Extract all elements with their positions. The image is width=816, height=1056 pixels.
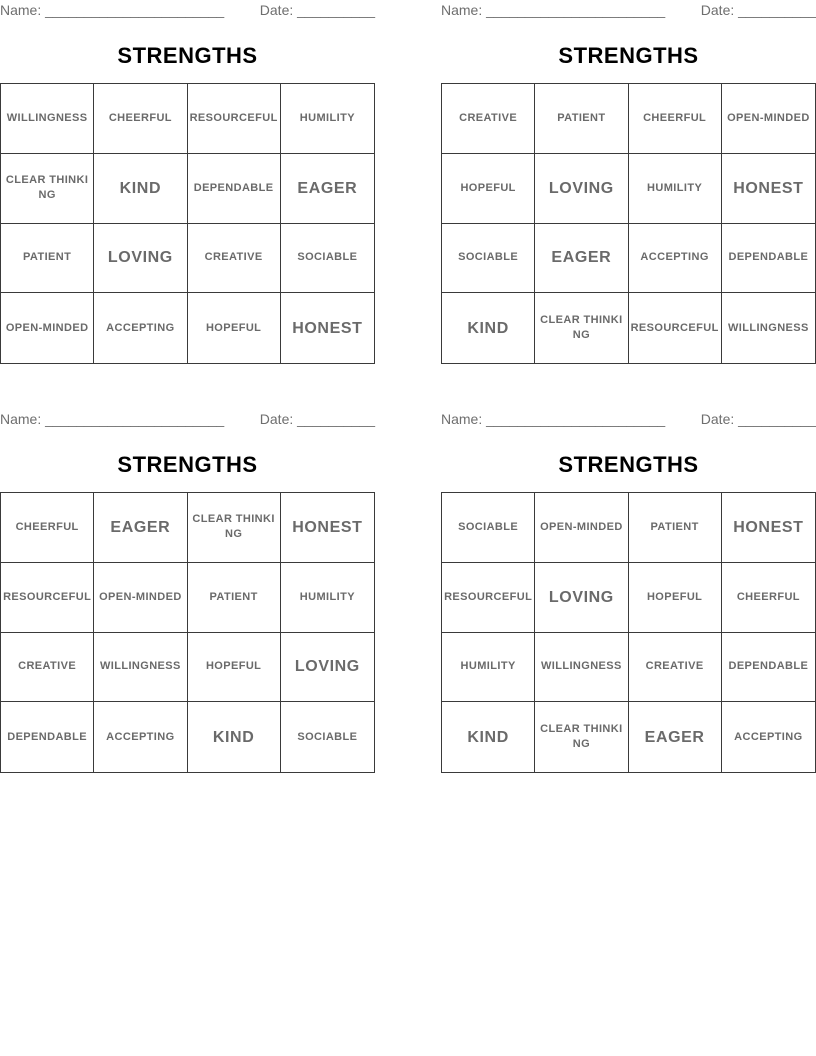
grid-cell: ACCEPTING	[94, 293, 187, 363]
grid-cell: CREATIVE	[442, 84, 535, 154]
grid-cell: OPEN-MINDED	[94, 563, 187, 633]
grid-cell: WILLINGNESS	[535, 633, 628, 703]
grid-cell: LOVING	[535, 154, 628, 224]
grid-cell: HUMILITY	[442, 633, 535, 703]
strengths-grid	[0, 83, 375, 364]
grid-cell: ACCEPTING	[94, 702, 187, 772]
strengths-grid	[441, 492, 816, 773]
grid-cell: EAGER	[535, 224, 628, 294]
grid-cell: RESOURCEFUL	[1, 563, 94, 633]
name-label: Name: _______________________	[441, 411, 666, 427]
grid-cell: CLEAR THINKING	[535, 702, 628, 772]
grid-cell: PATIENT	[535, 84, 628, 154]
grid-cell: DEPENDABLE	[722, 224, 815, 294]
grid-cell: LOVING	[281, 633, 374, 703]
grid-cell: HONEST	[281, 493, 374, 563]
grid-cell: ACCEPTING	[734, 730, 803, 743]
bingo-card-4	[441, 409, 816, 774]
grid-cell: RESOURCEFUL	[188, 84, 281, 154]
date-label: Date: __________	[259, 2, 375, 18]
date-label: Date: __________	[700, 2, 816, 18]
card-title: STRENGTHS	[117, 452, 258, 477]
grid-cell: WILLINGNESS	[1, 84, 94, 154]
card-title: STRENGTHS	[117, 43, 258, 68]
bingo-card-1	[0, 0, 375, 365]
grid-cell: KIND	[188, 702, 281, 772]
grid-cell: KIND	[442, 702, 535, 772]
name-label: Name: _______________________	[0, 411, 225, 427]
grid-cell: HOPEFUL	[188, 633, 281, 703]
name-label: Name: _______________________	[0, 2, 225, 18]
grid-cell: OPEN-MINDED	[535, 493, 628, 563]
grid-cell: SOCIABLE	[281, 224, 374, 294]
grid-cell: PATIENT	[188, 563, 281, 633]
card-title: STRENGTHS	[558, 43, 699, 68]
grid-cell: RESOURCEFUL	[442, 563, 535, 633]
grid-cell: SOCIABLE	[297, 730, 358, 743]
grid-cell: WILLINGNESS	[94, 633, 187, 703]
card-title: STRENGTHS	[558, 452, 699, 477]
date-label: Date: __________	[700, 411, 816, 427]
grid-cell: DEPENDABLE	[188, 154, 281, 224]
grid-cell: RESOURCEFUL	[629, 293, 722, 363]
grid-cell: KIND	[442, 293, 535, 363]
name-date-row	[0, 2, 375, 20]
bingo-card-2	[441, 0, 816, 365]
grid-cell: OPEN-MINDED	[722, 84, 815, 154]
bingo-card-3	[0, 409, 375, 774]
grid-cell: CLEAR THINKING	[535, 293, 628, 363]
grid-cell: CREATIVE	[188, 224, 281, 294]
grid-cell: CHEERFUL	[94, 84, 187, 154]
grid-cell: HOPEFUL	[442, 154, 535, 224]
grid-cell: DEPENDABLE	[1, 702, 94, 772]
grid-cell: HONEST	[292, 319, 363, 337]
grid-cell: CHEERFUL	[1, 493, 94, 563]
grid-cell: DEPENDABLE	[722, 633, 815, 703]
grid-cell: EAGER	[281, 154, 374, 224]
grid-cell: CLEAR THINKING	[188, 493, 281, 563]
grid-cell: HUMILITY	[281, 563, 374, 633]
grid-cell: SOCIABLE	[442, 493, 535, 563]
grid-cell: HOPEFUL	[629, 563, 722, 633]
grid-cell: CLEAR THINKING	[1, 154, 94, 224]
grid-cell: EAGER	[629, 702, 722, 772]
name-date-row	[0, 411, 375, 429]
name-date-row	[441, 411, 816, 429]
grid-cell: PATIENT	[629, 493, 722, 563]
date-label: Date: __________	[259, 411, 375, 427]
grid-cell: LOVING	[94, 224, 187, 294]
grid-cell: CHEERFUL	[722, 563, 815, 633]
grid-cell: LOVING	[535, 563, 628, 633]
grid-cell: HONEST	[722, 493, 815, 563]
grid-cell: HUMILITY	[629, 154, 722, 224]
grid-cell: CREATIVE	[1, 633, 94, 703]
name-label: Name: _______________________	[441, 2, 666, 18]
grid-cell: ACCEPTING	[629, 224, 722, 294]
grid-cell: PATIENT	[1, 224, 94, 294]
grid-cell: KIND	[94, 154, 187, 224]
grid-cell: SOCIABLE	[442, 224, 535, 294]
strengths-grid	[441, 83, 816, 364]
strengths-grid	[0, 492, 375, 773]
name-date-row	[441, 2, 816, 20]
grid-cell: CHEERFUL	[629, 84, 722, 154]
grid-cell: CREATIVE	[629, 633, 722, 703]
grid-cell: EAGER	[94, 493, 187, 563]
grid-cell: OPEN-MINDED	[1, 293, 94, 363]
grid-cell: HUMILITY	[281, 84, 374, 154]
grid-cell: WILLINGNESS	[727, 321, 809, 334]
grid-cell: HONEST	[722, 154, 815, 224]
grid-cell: HOPEFUL	[188, 293, 281, 363]
